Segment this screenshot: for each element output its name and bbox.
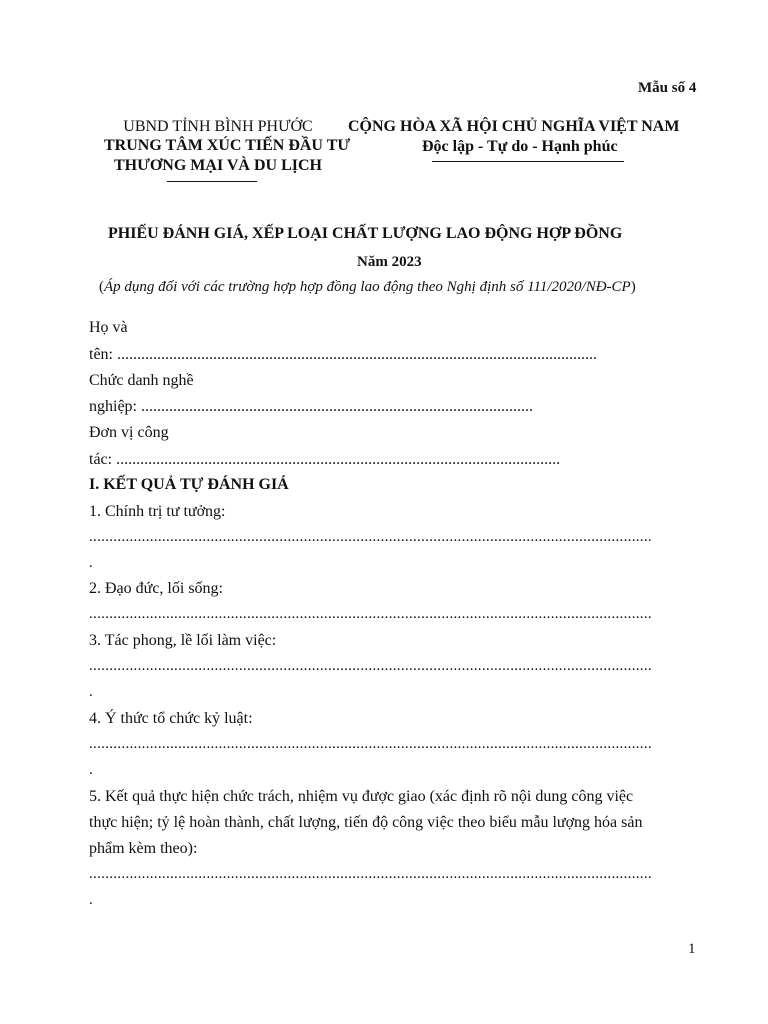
header-right-underline bbox=[432, 161, 624, 162]
item1-label: 1. Chính trị tư tưởng: bbox=[89, 503, 226, 520]
item5-line2: thực hiện; tỷ lệ hoàn thành, chất lượng, tiến độ công việc theo biểu mẫu lượng hóa sản bbox=[89, 814, 643, 831]
item4-dot-end: . bbox=[89, 762, 93, 778]
job-title-label: Chức danh nghề bbox=[89, 372, 194, 389]
work-unit-field[interactable]: tác: ............................................................................................................... bbox=[89, 451, 561, 468]
section1-heading: I. KẾT QUẢ TỰ ĐÁNH GIÁ bbox=[89, 476, 289, 493]
item5-line1: 5. Kết quả thực hiện chức trách, nhiệm vụ được giao (xác định rõ nội dung công việc bbox=[89, 788, 634, 805]
name-label: Họ và bbox=[89, 319, 128, 336]
item3-label: 3. Tác phong, lề lối làm việc: bbox=[89, 632, 277, 649]
header-left-underline bbox=[167, 181, 257, 182]
item1-dots-line[interactable]: ........................................................................................................................................... bbox=[89, 529, 652, 545]
item3-dot-end: . bbox=[89, 684, 93, 700]
item2-label: 2. Đạo đức, lối sống: bbox=[89, 580, 223, 597]
item5-dots-line[interactable]: ........................................................................................................................................... bbox=[89, 866, 652, 882]
form-year: Năm 2023 bbox=[357, 254, 422, 270]
name-field[interactable]: tên: ........................................................................................................................ bbox=[89, 346, 597, 363]
item4-label: 4. Ý thức tổ chức kỷ luật: bbox=[89, 710, 253, 727]
header-right-line1: CỘNG HÒA XÃ HỘI CHỦ NGHĨA VIỆT NAM bbox=[348, 118, 680, 135]
header-left-line3: THƯƠNG MẠI VÀ DU LỊCH bbox=[113, 157, 322, 174]
item5-line3: phẩm kèm theo): bbox=[89, 840, 198, 857]
page-number: 1 bbox=[688, 941, 696, 957]
header-right-line2: Độc lập - Tự do - Hạnh phúc bbox=[422, 138, 618, 155]
form-number: Mẫu số 4 bbox=[638, 80, 697, 96]
form-title: PHIẾU ĐÁNH GIÁ, XẾP LOẠI CHẤT LƯỢNG LAO ĐỘNG HỢP ĐỒNG bbox=[108, 225, 623, 242]
item5-dot-end: . bbox=[89, 892, 93, 908]
job-title-field[interactable]: nghiệp: .................................................................................................. bbox=[89, 398, 533, 415]
header-left-line1: UBND TỈNH BÌNH PHƯỚC bbox=[123, 118, 313, 135]
work-unit-label: Đơn vị công bbox=[89, 424, 169, 441]
item2-dots-line[interactable]: ........................................................................................................................................... bbox=[89, 606, 652, 622]
item1-dot-end: . bbox=[89, 555, 93, 571]
form-subtitle: (Áp dụng đối với các trường hợp hợp đồng lao động theo Nghị định số 111/2020/NĐ-CP) bbox=[99, 279, 636, 295]
header-left-line2: TRUNG TÂM XÚC TIẾN ĐẦU TƯ bbox=[104, 137, 351, 154]
item4-dots-line[interactable]: ........................................................................................................................................... bbox=[89, 736, 652, 752]
item3-dots-line[interactable]: ........................................................................................................................................... bbox=[89, 658, 652, 674]
